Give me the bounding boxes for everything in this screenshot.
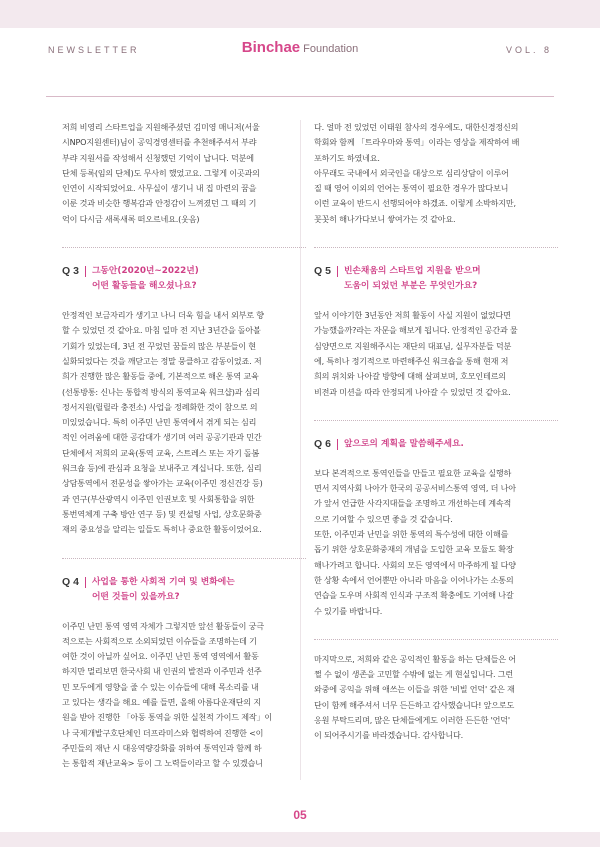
title-line: 앞으로의 계획을 말씀해주세요.	[343, 438, 464, 449]
text-line: 와중에 공익을 위해 애쓰는 이들을 위한 '비빌 언덕' 같은 재	[314, 684, 515, 695]
title-line: 그동안(2020년~2022년)	[91, 266, 199, 277]
text-line: 과 연구(부산광역시 이주민 인권보호 및 사회통합을 위한	[62, 493, 255, 504]
right-column	[314, 120, 558, 744]
text-line: 연습을 도우며 사회적 인식과 구조적 확충에도 기여해 나갈	[314, 590, 514, 601]
text-line: 억이 다시금 새록새록 떠오르네요.(웃음)	[62, 213, 200, 224]
text-line: 인연이 시작되었어요. 사무실이 생기니 내 집 마련의 꿈을	[62, 183, 257, 194]
text-line: 주민들의 재난 시 대응역량강화를 위하여 통역인과 함께 하	[62, 742, 262, 753]
text-line: 응원 부탁드리며, 많은 단체들에게도 이러한 든든한 '언덕'	[314, 715, 510, 726]
question-title	[92, 264, 199, 294]
answer-6-paragraph	[314, 466, 558, 619]
brand-org: Foundation	[303, 43, 359, 55]
section-divider	[314, 420, 558, 421]
continued-paragraph	[314, 120, 558, 227]
title-line: 어떤 것들이 있을까요?	[91, 591, 180, 602]
text-line: 이룬 것과 비슷한 행복감과 안정감이 느껴졌던 그 때의 기	[62, 198, 257, 209]
text-line: 저희 비영리 스타트업을 지원해주셨던 김미영 매니저(서울	[62, 122, 260, 132]
title-line: 사업을 통한 사회적 기여 및 변화에는	[91, 576, 235, 587]
text-line: 단체에서 저희의 교육(통역 교육, 스트레스 또는 자기 돌봄	[62, 447, 260, 458]
text-line: 원을 받아 진행한 「아동 통역을 위한 실천적 가이드 제작」이	[62, 712, 272, 723]
question-6-heading	[314, 437, 558, 452]
text-line: 마지막으로, 저희와 같은 공익적인 활동을 하는 단체들은 어	[314, 653, 516, 664]
question-3-heading	[62, 264, 306, 294]
question-number: Q 3	[62, 265, 79, 278]
question-4-heading	[62, 575, 306, 605]
text-line: 단이 함께 해주셔서 너무 든든하고 감사했습니다! 앞으로도	[314, 699, 515, 710]
answer-4-paragraph	[62, 619, 306, 772]
brand-name: Binchae	[241, 39, 301, 56]
text-line: 에, 특히나 정기적으로 마련해주신 워크숍을 통해 현재 저	[314, 355, 509, 366]
text-line: 워크숍 등)에 관심과 요청을 보내주고 계십니다. 또한, 심리	[62, 463, 262, 474]
text-line: 으로 기여할 수 있으면 좋을 것 같습니다.	[314, 513, 453, 524]
question-bar	[337, 266, 338, 277]
page-number: 05	[293, 808, 307, 822]
closing-paragraph	[314, 652, 558, 744]
text-line: 또한, 이주민과 난민을 위한 통역의 특수성에 대한 이해를	[314, 529, 509, 540]
text-line: 적인 어려움에 대한 공감대가 생기며 여러 공공기관과 민간	[62, 432, 262, 443]
text-line: 부랴 지원서를 작성해서 신청했던 기억이 납니다. 덕분에	[62, 152, 254, 163]
text-line: 수 있기를 바랍니다.	[314, 605, 383, 616]
intro-paragraph	[62, 120, 306, 227]
text-line: 돕기 위한 상호문화중재의 개념을 도입한 교육 모듈도 확장	[314, 544, 514, 555]
text-line: 상담통역에서 전문성을 쌓아가는 교육(이주민 정신건강 등)	[62, 478, 263, 489]
text-line: 아무래도 국내에서 외국인을 대상으로 심리상담이 이루어	[314, 167, 509, 178]
question-number: Q 5	[314, 265, 331, 278]
text-line: 심양면으로 지원해주시는 재단의 대표님, 실무자분들 덕분	[314, 340, 512, 351]
text-line: 이런 교육이 반드시 선행되어야 하겠죠. 이렇게 소박하지만,	[314, 198, 516, 209]
text-line: (선통방통: 신나는 통합적 방식의 통역교육 워크샵)과 심리	[62, 386, 260, 397]
text-line: 보다 본격적으로 통역인들을 만들고 필요한 교육을 실행하	[314, 467, 512, 478]
text-line: 포하기도 하였네요.	[314, 152, 380, 163]
text-line: 단체 등록(임의 단체)도 무사히 했었고요. 그렇게 이곳과의	[62, 167, 260, 178]
text-line: 는 통합적 재난교육> 등이 그 노력들이라고 할 수 있겠습니	[62, 758, 263, 769]
text-line: 나 국제개발구호단체인 더프라미스와 협력하여 진행한 <이	[62, 727, 264, 738]
answer-3-paragraph	[62, 308, 306, 537]
text-line: 면서 지역사회 나아가 한국의 공공서비스통역 영역, 더 나아	[314, 483, 516, 494]
text-line: 비전과 미션을 따라 안정되게 나아갈 수 있었던 것 같아요.	[314, 386, 511, 397]
text-line: 여한 것이 아닐까 싶어요. 이주민 난민 통역 영역에서 활동	[62, 651, 259, 662]
top-color-band	[0, 0, 600, 28]
page-header	[0, 28, 600, 72]
answer-5-paragraph	[314, 308, 558, 400]
text-line: 희가 진행한 많은 활동들 중에, 기본적으로 해온 통역 교육	[62, 371, 259, 382]
text-line: 재의 중요성을 알리는 일들도 특히나 중요한 활동이었어요.	[62, 524, 262, 535]
text-line: 미있었습니다. 특히 이주민 난민 통역에서 겪게 되는 심리	[62, 417, 257, 428]
text-line: 정서지원(릴릴라 충전소) 사업을 정례화한 것이 참으로 의	[62, 401, 258, 412]
header-divider	[46, 96, 554, 97]
text-line: 희의 위치와 나아갈 방향에 대해 살펴보며, 호모인테르의	[314, 371, 506, 382]
section-divider	[62, 247, 306, 248]
text-line: 하지만 멀리보면 한국사회 내 인권의 발전과 이주민과 선주	[62, 666, 262, 677]
question-title	[344, 437, 464, 452]
text-line: 다. 얼마 전 있었던 이태원 참사의 경우에도, 대한신경정신의	[314, 122, 519, 132]
text-line: 꼿꼿히 해나가다보니 쌓여가는 것 같아요.	[314, 213, 456, 224]
text-line: 적으로는 사회적으로 소외되었던 이슈들을 조명하는데 기	[62, 635, 257, 646]
text-line: 기회가 있었는데, 3년 전 꾸었던 꿈들의 많은 부분들이 현	[62, 340, 256, 351]
text-line: 학회와 함께 「트라우마와 통역」이라는 영상을 제작하여 배	[314, 137, 520, 148]
bottom-color-band	[0, 832, 600, 847]
question-title	[92, 575, 235, 605]
text-line: 쩔 수 없이 생존을 고민할 수밖에 없는 게 현실입니다. 그런	[314, 669, 513, 680]
text-line: 이주민 난민 통역 영역 자체가 그렇지만 앞선 활동들이 궁극	[62, 620, 264, 631]
section-divider	[62, 558, 306, 559]
question-number: Q 6	[314, 437, 331, 450]
section-divider	[314, 639, 558, 640]
question-number: Q 4	[62, 575, 79, 588]
question-bar	[85, 577, 86, 588]
section-divider	[314, 247, 558, 248]
text-line: 한 상황 속에서 언어뿐만 아니라 마음을 이어나가는 소통의	[314, 574, 514, 585]
text-line: 통번역체계 구축 방안 연구 등) 및 컨설팅 사업, 상호문화중	[62, 508, 262, 519]
text-line: 앞서 이야기한 3년동안 저희 활동이 사실 지원이 없었다면	[314, 310, 511, 321]
text-line: 가 앞서 언급한 사각지대들을 조명하고 개선하는데 계속적	[314, 498, 512, 509]
title-line: 빈손채움의 스타트업 지원을 받으며	[343, 266, 481, 277]
text-line: 시NPO지원센터)님이 공익경영센터를 추천해주셔서 부랴	[62, 137, 257, 148]
left-column	[62, 120, 306, 772]
volume-label: VOL. 8	[505, 45, 552, 55]
question-bar	[85, 266, 86, 277]
text-line: 질 때 영어 이외의 언어는 통역이 필요한 경우가 많다보니	[314, 183, 509, 194]
text-line: 실화되었다는 것을 깨닫고는 정말 뭉클하고 감동이었죠. 저	[62, 355, 262, 366]
question-5-heading	[314, 264, 558, 294]
text-line: 할 수 있었던 것 같아요. 마침 일마 전 지난 3년간을 돌아볼	[62, 325, 261, 336]
newsletter-label: NEWSLETTER	[48, 45, 140, 55]
title-line: 어떤 활동들을 해오셨나요?	[91, 281, 197, 292]
text-line: 해나가려고 합니다. 사회의 모든 영역에서 마주하게 될 다양	[314, 559, 516, 570]
text-line: 가능했을까?라는 자문을 해보게 됩니다. 안정적인 공간과 물	[314, 325, 518, 336]
question-bar	[337, 439, 338, 450]
text-line: 고 있다는 생각을 해요. 예를 들면, 올해 아름다운재단의 지	[62, 697, 261, 708]
title-line: 도움이 되었던 부분은 무엇인가요?	[343, 281, 478, 292]
text-line: 안정적인 보금자리가 생기고 나니 더욱 힘을 내서 외부로 향	[62, 310, 264, 321]
text-line: 이 되어주시기를 바라겠습니다. 감사합니다.	[314, 730, 463, 741]
question-title	[344, 264, 481, 294]
text-line: 민 모두에게 영향을 줄 수 있는 이슈들에 대해 목소리를 내	[62, 681, 259, 692]
